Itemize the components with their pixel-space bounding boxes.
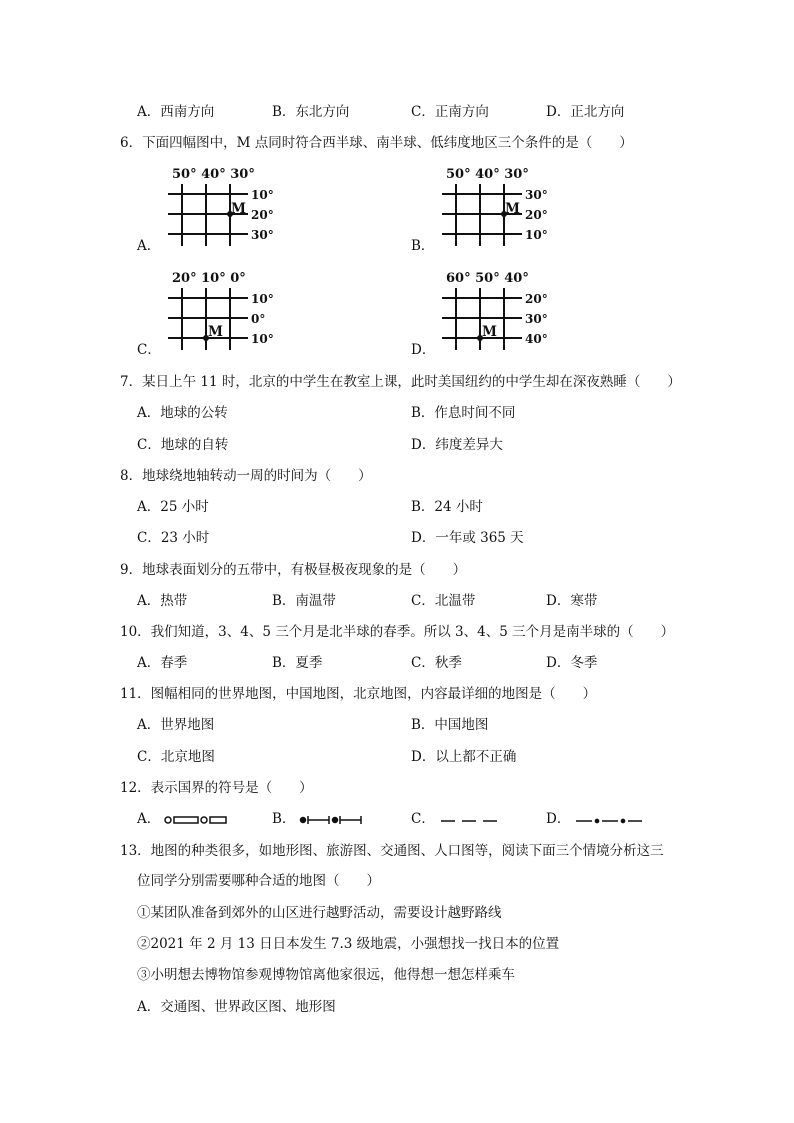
q13-scenario-3: ③小明想去博物馆参观博物馆离他家很远，他得想一想怎样乘车 [137,967,515,983]
q12-option-a-label: A． [137,811,161,827]
q6-map-d [434,270,564,355]
q6-map-b [434,166,564,251]
q7-option-c[interactable]: C．地球的自转 [137,437,229,453]
q7-option-b[interactable]: B．作息时间不同 [411,405,516,421]
q13-option-a[interactable]: A．交通图、世界政区图、地形图 [137,999,336,1015]
q9-option-a[interactable]: A．热带 [137,593,188,609]
q13-scenario-1: ①某团队准备到郊外的山区进行越野活动，需要设计越野路线 [137,905,502,921]
q12-option-c[interactable] [411,809,499,829]
q9-option-c[interactable]: C．北温带 [411,593,476,609]
boundary-symbol-d-icon [574,815,644,825]
q13-scenario-2: ②2021 年 2 月 13 日日本发生 7.3 级地震，小强想找一找日本的位置 [137,936,560,952]
q7-option-a[interactable]: A．地球的公转 [137,405,228,421]
q11-option-b[interactable]: B．中国地图 [411,717,489,733]
q6-question: 6．下面四幅图中，M 点同时符合西半球、南半球、低纬度地区三个条件的是（ ） [120,135,633,151]
q10-option-d[interactable]: D．冬季 [546,655,598,671]
q5-option-b[interactable]: B．东北方向 [272,104,350,120]
q6-option-a-label[interactable]: A． [137,238,161,254]
q9-question: 9．地球表面划分的五带中，有极昼极夜现象的是（ ） [120,562,467,578]
q12-option-b-label: B． [272,811,296,827]
lat-label-2: 0° [251,312,266,326]
q8-question: 8．地球绕地轴转动一周的时间为（ ） [120,468,372,484]
point-label: M [231,201,246,217]
q5-option-c[interactable]: C．正南方向 [411,104,489,120]
q12-option-b[interactable] [272,809,363,829]
q10-option-c[interactable]: C．秋季 [411,655,462,671]
point-label: M [505,201,520,217]
q8-option-d[interactable]: D．一年或 365 天 [411,530,524,546]
q7-question: 7．某日上午 11 时，北京的中学生在教室上课，此时美国纽约的中学生却在深夜熟睡（ ） [120,374,681,390]
q12-option-a[interactable] [137,809,228,829]
q7-option-d[interactable]: D．纬度差异大 [411,437,503,453]
q5-option-d[interactable]: D．正北方向 [546,104,625,120]
lon-labels: 20° 10° 0° [172,271,246,286]
q9-option-b[interactable]: B．南温带 [272,593,336,609]
q8-option-a[interactable]: A．25 小时 [137,499,209,515]
q13-question-line2: 位同学分别需要哪种合适的地图（ ） [137,873,380,889]
q5-option-a[interactable]: A．西南方向 [137,104,215,120]
lat-label-1: 10° [251,188,274,202]
lat-label-2: 20° [525,208,548,222]
q6-option-d-label[interactable]: D． [411,342,436,358]
q8-option-b[interactable]: B．24 小时 [411,499,483,515]
lat-label-3: 30° [251,228,274,242]
q6-option-b-label[interactable]: B． [411,238,435,254]
q10-question: 10．我们知道，3、4、5 三个月是北半球的春季。所以 3、4、5 三个月是南半球的（ ） [120,624,675,640]
q6-map-c [160,270,290,355]
lon-labels: 50° 40° 30° [446,167,529,182]
q8-option-c[interactable]: C．23 小时 [137,530,210,546]
q12-option-c-label: C． [411,811,435,827]
q12-option-d[interactable] [546,809,644,829]
lat-label-1: 20° [525,292,548,306]
point-label: M [208,324,223,340]
boundary-symbol-b-icon [299,815,363,825]
boundary-symbol-c-icon [439,815,499,825]
lat-label-3: 10° [251,332,274,346]
q11-option-c[interactable]: C．北京地图 [137,749,215,765]
q11-option-a[interactable]: A．世界地图 [137,717,215,733]
q13-question-line1: 13．地图的种类很多，如地形图、旅游图、交通图、人口图等，阅读下面三个情境分析这三 [120,843,664,859]
lat-label-3: 10° [525,228,548,242]
q6-option-c-label[interactable]: C． [137,342,161,358]
lat-label-1: 10° [251,292,274,306]
q10-option-a[interactable]: A．春季 [137,655,188,671]
q12-question: 12．表示国界的符号是（ ） [120,780,313,796]
point-label: M [482,324,497,340]
lon-labels: 60° 50° 40° [446,271,529,286]
q6-map-a [160,166,290,251]
q11-question: 11．图幅相同的世界地图，中国地图，北京地图，内容最详细的地图是（ ） [120,686,597,702]
lat-label-3: 40° [525,332,548,346]
q12-option-d-label: D． [546,811,571,827]
q11-option-d[interactable]: D．以上都不正确 [411,749,517,765]
q9-option-d[interactable]: D．寒带 [546,593,598,609]
q10-option-b[interactable]: B．夏季 [272,655,323,671]
lat-label-2: 30° [525,312,548,326]
lat-label-2: 20° [251,208,274,222]
lon-labels: 50° 40° 30° [172,167,255,182]
boundary-symbol-a-icon [164,815,228,825]
lat-label-1: 30° [525,188,548,202]
